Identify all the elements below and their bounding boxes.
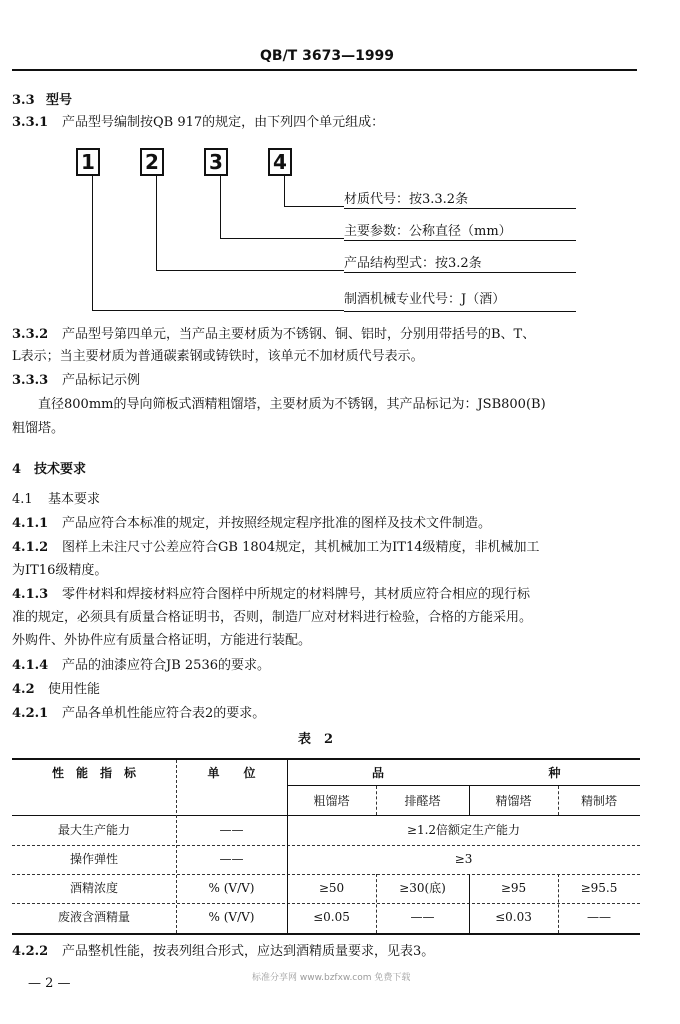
row-4-value-aldehyde: ——	[410, 910, 435, 924]
row-4-value-refining: ——	[587, 910, 611, 924]
row-3-value-crude: ≥50	[318, 881, 345, 895]
section-4-2-2-number: 4.2.2	[12, 944, 49, 959]
row-3-value-aldehyde: ≥30(底)	[399, 881, 446, 895]
unit-label-2: 产品结构型式：按3.2条	[344, 256, 482, 271]
connector-line-3-h	[220, 238, 344, 239]
row-1-unit: ——	[219, 823, 244, 837]
section-4-1-3-line3: 外购件、外协件应有质量合格证明，方能进行装配。	[12, 633, 312, 648]
section-4-2-1-text: 产品各单机性能应符合表2的要求。	[62, 706, 266, 721]
section-4-2-2-text: 产品整机性能，按表列组合形式，应达到酒精质量要求，见表3。	[62, 944, 435, 959]
row-4-value-crude: ≤0.05	[313, 910, 350, 924]
section-3-3-2-line2: L表示；当主要材质为普通碳素钢或铸铁时，该单元不加材质代号表示。	[12, 349, 424, 364]
section-4-1-3-line1: 零件材料和焊接材料应符合图样中所规定的材料牌号，其材质应符合相应的现行标	[62, 587, 531, 602]
section-4-1-1-number: 4.1.1	[12, 516, 49, 531]
row-4-value-rectifying: ≤0.03	[495, 910, 532, 924]
model-unit-box-1: 1	[76, 148, 100, 176]
table-subheader-rule	[287, 785, 640, 786]
model-unit-box-4: 4	[268, 148, 292, 176]
row-1-merged-value: ≥1.2倍额定生产能力	[406, 823, 521, 837]
section-4-number: 4	[12, 462, 22, 477]
section-4-2-1-number: 4.2.1	[12, 706, 49, 721]
table-row-sep-3	[12, 903, 640, 904]
connector-line-4	[284, 176, 285, 206]
header-sub-refining-tower: 精制塔	[580, 794, 617, 808]
section-3-3-3-number: 3.3.3	[12, 373, 49, 388]
section-4-1-1-text: 产品应符合本标准的规定，并按照经规定程序批准的图样及技术文件制造。	[62, 516, 492, 531]
header-variety-left: 品	[371, 766, 384, 780]
row-2-indicator: 操作弹性	[69, 852, 118, 866]
section-3-3-3-title: 产品标记示例	[62, 373, 141, 388]
row-4-unit: % (V/V)	[208, 910, 255, 924]
section-4-1-2-line1: 图样上未注尺寸公差应符合GB 1804规定，其机械加工为IT14级精度，非机械加工	[62, 540, 540, 555]
standard-code-header: QB/T 3673—1999	[260, 48, 395, 64]
header-indicator: 性 能 指 标	[51, 766, 136, 780]
row-2-merged-value: ≥3	[454, 852, 473, 866]
section-4-1-3-number: 4.1.3	[12, 587, 49, 602]
section-4-2-title: 使用性能	[48, 682, 101, 697]
header-unit: 单 位	[207, 766, 256, 780]
row-3-unit: % (V/V)	[208, 881, 255, 895]
section-3-3-1-text: 产品型号编制按QB 917的规定，由下列四个单元组成：	[62, 115, 385, 130]
section-4-1-4-number: 4.1.4	[12, 658, 49, 673]
unit-label-3-rule	[344, 240, 576, 241]
section-4-1-title: 基本要求	[48, 492, 101, 507]
row-4-indicator: 废液含酒精量	[57, 910, 130, 924]
row-3-value-rectifying: ≥95	[500, 881, 527, 895]
table-bottom-rule	[12, 933, 640, 935]
connector-line-1-h	[92, 310, 344, 311]
connector-line-1	[92, 176, 93, 310]
section-4-1-4-text: 产品的油漆应符合JB 2536的要求。	[62, 658, 270, 673]
section-4-2-number: 4.2	[12, 682, 35, 697]
row-3-indicator: 酒精浓度	[69, 881, 118, 895]
table-col-sep-1	[176, 760, 177, 933]
unit-label-4-rule	[344, 208, 576, 209]
page-number: — 2 —	[28, 976, 71, 991]
header-rule	[12, 69, 637, 71]
table-2-caption: 表 2	[298, 732, 334, 747]
header-sub-crude-tower: 粗馏塔	[313, 794, 350, 808]
section-4-1-2-line2: 为IT16级精度。	[12, 563, 108, 578]
header-sub-rectifying-tower: 精馏塔	[495, 794, 532, 808]
table-col-sep-2	[287, 760, 288, 933]
connector-line-2-h	[156, 270, 344, 271]
connector-line-3	[220, 176, 221, 238]
section-4-1-3-line2: 准的规定，必须具有质量合格证明书，否则，制造厂应对材料进行检验，合格的方能采用。	[12, 610, 533, 625]
section-3-3-3-line1: 直径800mm的导向筛板式酒精粗馏塔，主要材质为不锈钢，其产品标记为：JSB800(B)	[38, 397, 546, 412]
section-4-title: 技术要求	[34, 462, 87, 477]
row-1-indicator: 最大生产能力	[57, 823, 130, 837]
row-2-unit: ——	[219, 852, 244, 866]
unit-label-2-rule	[344, 272, 576, 273]
unit-label-1: 制酒机械专业代号：J（酒）	[344, 292, 506, 307]
section-3-3-2-number: 3.3.2	[12, 327, 49, 342]
header-variety-right: 种	[548, 766, 561, 780]
section-3-3-title: 型号	[46, 93, 73, 108]
model-unit-box-2: 2	[140, 148, 164, 176]
model-unit-box-3: 3	[204, 148, 228, 176]
section-3-3-1-number: 3.3.1	[12, 115, 49, 130]
unit-label-4: 材质代号：按3.3.2条	[344, 192, 469, 207]
watermark-text: 标准分享网 www.bzfxw.com 免费下载	[252, 973, 411, 983]
section-3-3-2-line1: 产品型号第四单元，当产品主要材质为不锈钢、铜、铝时，分别用带括号的B、T、	[62, 327, 536, 342]
table-top-rule	[12, 758, 640, 760]
table-row-sep-1	[12, 845, 640, 846]
unit-label-3: 主要参数：公称直径（mm）	[344, 224, 512, 239]
connector-line-2	[156, 176, 157, 270]
section-4-1-number: 4.1	[12, 492, 33, 507]
unit-label-1-rule	[344, 311, 576, 312]
table-row-sep-2	[12, 874, 640, 875]
row-3-value-refining: ≥95.5	[580, 881, 618, 895]
header-sub-aldehyde-tower: 排醛塔	[404, 794, 441, 808]
section-4-1-2-number: 4.1.2	[12, 540, 49, 555]
connector-line-4-h	[284, 206, 344, 207]
section-3-3-3-line2: 粗馏塔。	[12, 421, 65, 436]
section-3-3-number: 3.3	[12, 93, 35, 108]
table-header-rule	[12, 815, 640, 816]
